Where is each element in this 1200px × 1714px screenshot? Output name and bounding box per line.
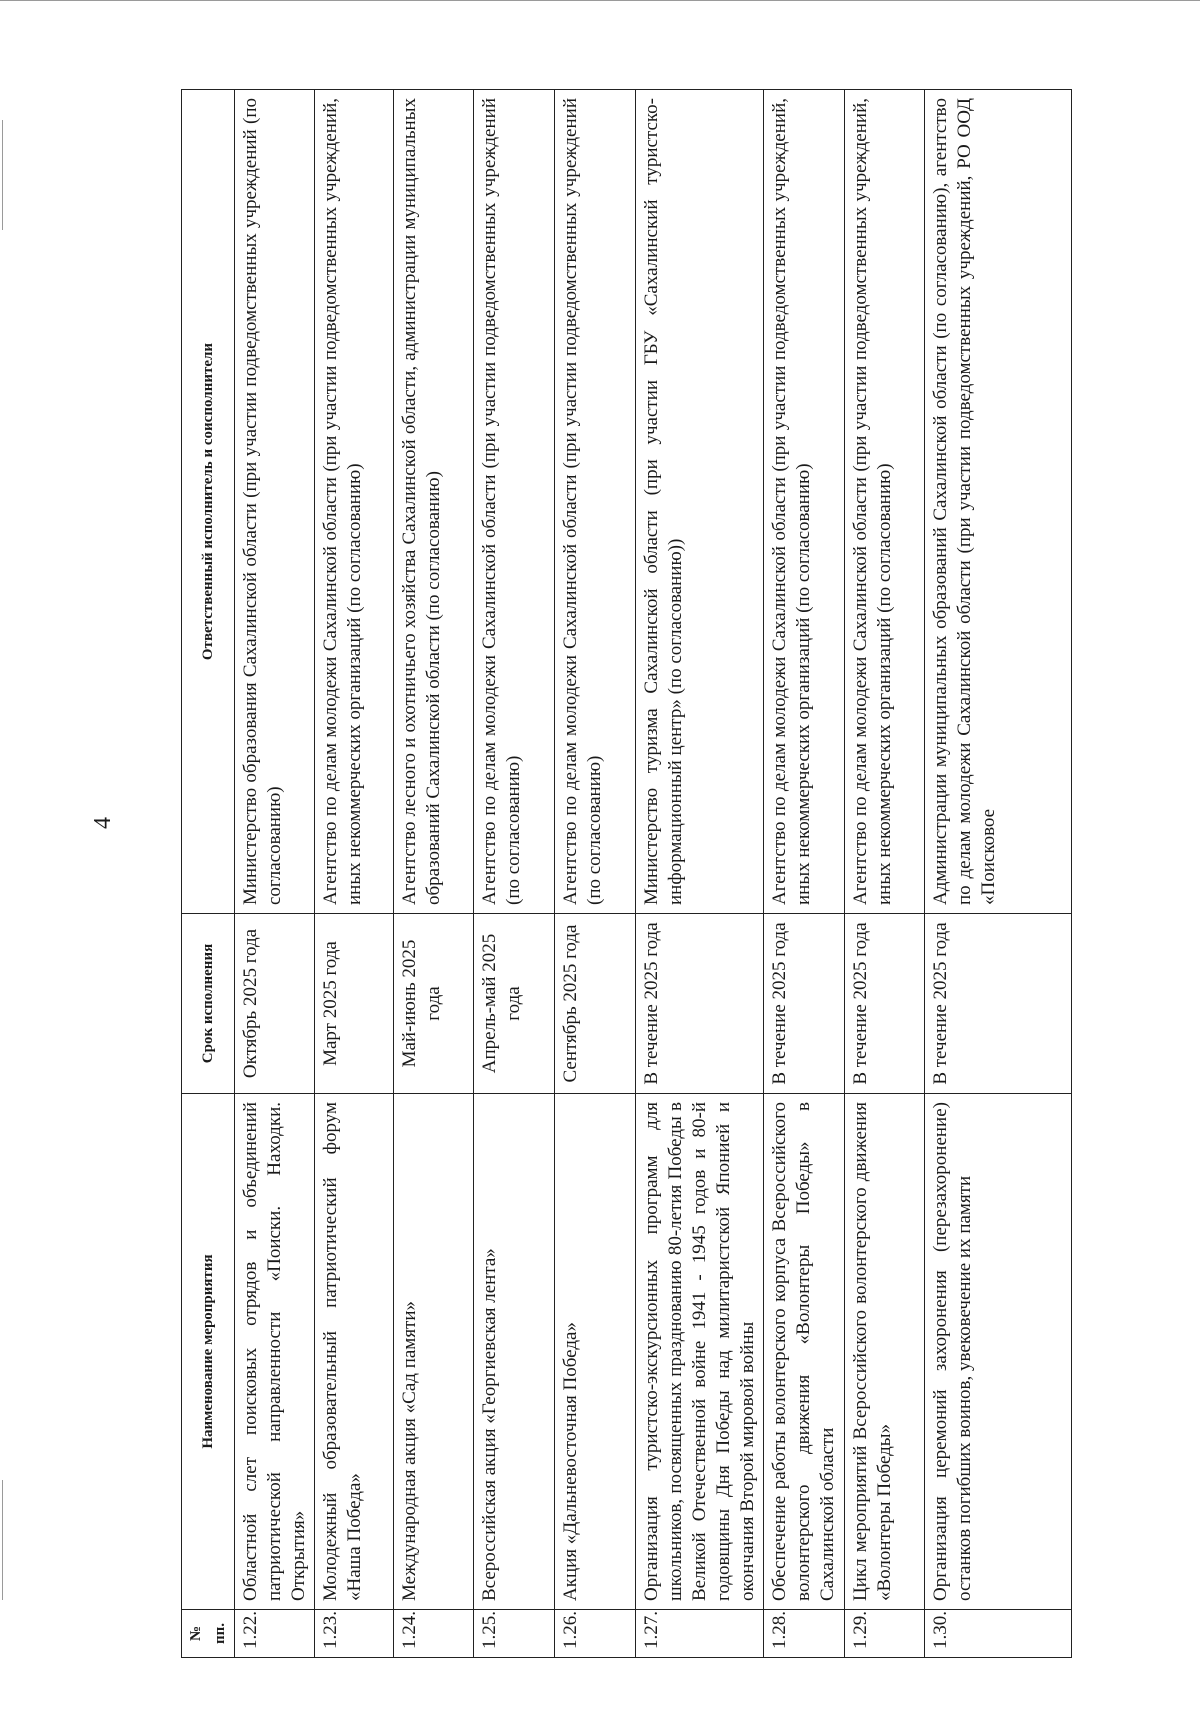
row-responsible: Администрации муниципальных образований Сахалинской области (по согласованию), агентство по делам молодежи Сахалинской области (при участии подведомственных учреждений, РО ООД «Поисковое — [925, 90, 1072, 914]
row-term: Сентябрь 2025 года — [555, 914, 636, 1094]
table-row — [394, 90, 474, 1658]
row-term: В течение 2025 года — [845, 914, 925, 1094]
row-name: Цикл мероприятий Всероссийского волонтерского движения «Волонтеры Победы» — [845, 1094, 925, 1610]
row-responsible: Агентство по делам молодежи Сахалинской области (при участии подведомственных учреждений, иных некоммерческих организаций (по согласованию) — [764, 90, 845, 914]
table-row — [845, 90, 925, 1658]
row-term: Май-июнь 2025 года — [394, 914, 474, 1094]
page-number: 4 — [90, 817, 116, 829]
row-name: Международная акция «Сад памяти» — [394, 1094, 474, 1610]
scan-edge-line-top — [0, 0, 1200, 1]
table-row — [764, 90, 845, 1658]
header-name: Наименование мероприятия — [182, 1094, 235, 1610]
rotated-table-wrapper — [181, 90, 1061, 1658]
row-term: Март 2025 года — [315, 914, 394, 1094]
table-row — [315, 90, 394, 1658]
row-num: 1.29. — [845, 1610, 925, 1658]
row-responsible: Агентство лесного и охотничьего хозяйства Сахалинской области, администрации муниципальных образований Сахалинской области (по согласованию) — [394, 90, 474, 914]
table-header-row — [182, 90, 235, 1658]
row-name: Молодежный образовательный патриотический форум «Наша Победа» — [315, 1094, 394, 1610]
row-term: В течение 2025 года — [636, 914, 764, 1094]
table-row — [925, 90, 1072, 1658]
row-responsible: Агентство по делам молодежи Сахалинской области (при участии подведомственных учреждений, иных некоммерческих организаций (по согласованию) — [315, 90, 394, 914]
row-name: Областной слет поисковых отрядов и объединений патриотической направленности «Поиски. Находки. Открытия» — [235, 1094, 315, 1610]
row-name: Акция «Дальневосточная Победа» — [555, 1094, 636, 1610]
row-term: Апрель-май 2025 года — [474, 914, 555, 1094]
events-table — [181, 89, 1072, 1658]
row-name: Обеспечение работы волонтерского корпуса Всероссийского волонтерского движения «Волонтеры Победы» в Сахалинской области — [764, 1094, 845, 1610]
row-responsible: Министерство образования Сахалинской области (при участии подведомственных учреждений (по согласованию) — [235, 90, 315, 914]
table-row — [474, 90, 555, 1658]
table-row — [636, 90, 764, 1658]
row-name: Организация туристско-экскурсионных программ для школьников, посвященных празднованию 80-летия Победы в Великой Отечественной войне 1941 - 1945 годов и 80-й годовщины Дня Победы над милитаристской Японией и окончания Второй мировой войны — [636, 1094, 764, 1610]
row-num: 1.27. — [636, 1610, 764, 1658]
row-name: Всероссийская акция «Георгиевская лента» — [474, 1094, 555, 1610]
row-responsible: Агентство по делам молодежи Сахалинской области (при участии подведомственных учреждений (по согласованию) — [474, 90, 555, 914]
row-num: 1.24. — [394, 1610, 474, 1658]
row-num: 1.22. — [235, 1610, 315, 1658]
row-name: Организация церемоний захоронения (перезахоронение) останков погибших воинов, увековечение их памяти — [925, 1094, 1072, 1610]
scan-edge-line-left-lower — [2, 1480, 3, 1600]
row-term: Октябрь 2025 года — [235, 914, 315, 1094]
row-num: 1.25. — [474, 1610, 555, 1658]
table-row — [235, 90, 315, 1658]
row-responsible: Министерство туризма Сахалинской области (при участии ГБУ «Сахалинский туристско-информационный центр» (по согласованию)) — [636, 90, 764, 914]
row-responsible: Агентство по делам молодежи Сахалинской области (при участии подведомственных учреждений (по согласованию) — [555, 90, 636, 914]
row-num: 1.23. — [315, 1610, 394, 1658]
header-responsible: Ответственный исполнитель и соисполнители — [182, 90, 235, 914]
row-term: В течение 2025 года — [925, 914, 1072, 1094]
table-row — [555, 90, 636, 1658]
row-num: 1.26. — [555, 1610, 636, 1658]
header-term: Срок исполнения — [182, 914, 235, 1094]
row-responsible: Агентство по делам молодежи Сахалинской области (при участии подведомственных учреждений, иных некоммерческих организаций (по согласованию) — [845, 90, 925, 914]
row-num: 1.30. — [925, 1610, 1072, 1658]
row-num: 1.28. — [764, 1610, 845, 1658]
row-term: В течение 2025 года — [764, 914, 845, 1094]
header-num: № пп. — [182, 1610, 235, 1658]
scan-edge-line-left — [2, 120, 3, 230]
